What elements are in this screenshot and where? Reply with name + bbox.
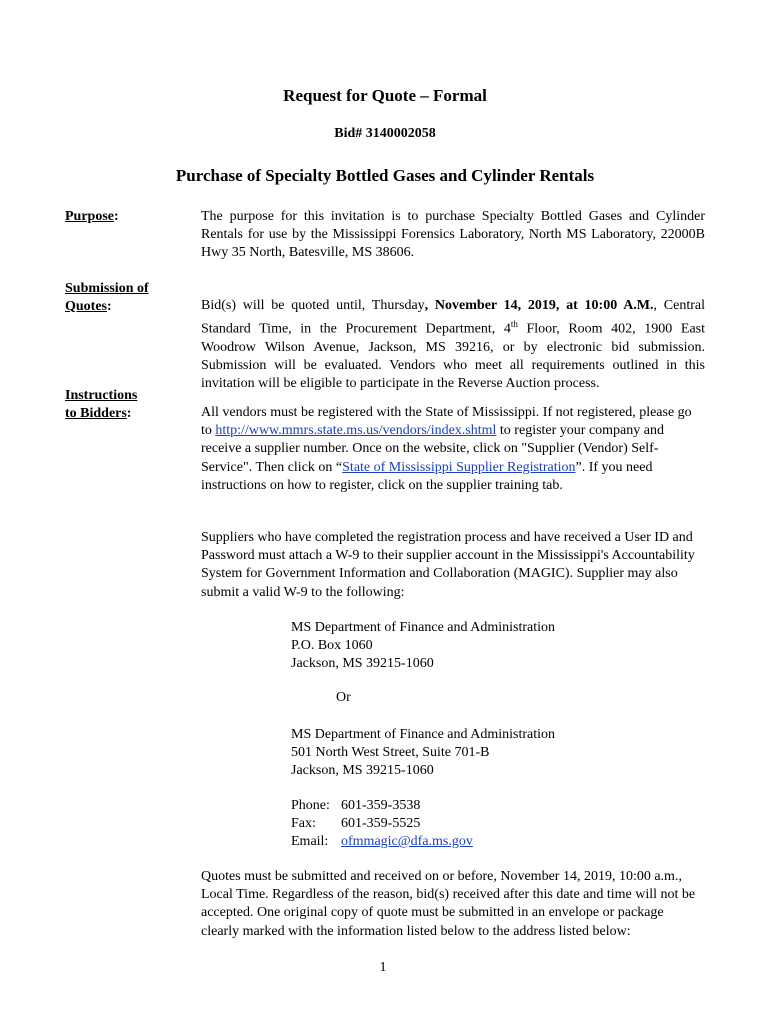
fax-number: 601-359-5525 [341,816,421,831]
email-label: Email: [291,834,329,849]
registration-paragraph: All vendors must be registered with the State of Mississippi. If not registered, please go to http://www.mmrs.state.ms.us/vendors/index.shtml to register your company and receive a supplier number. Once on the website, click on "Supplier (Vendor) Self-Service". Then click on “State of Mississippi Supplier Registration”. If you need instructions on how to register, click on the supplier training tab. [201,405,692,493]
or-separator: Or [336,690,351,705]
bid-number: Bid# 3140002058 [334,126,436,141]
email-link[interactable]: ofmmagic@dfa.ms.gov [341,834,473,849]
w9-paragraph: Suppliers who have completed the registration process and have received a User ID and Password must attach a W-9 to their supplier account in the Mississippi's Accountability System for Government Information and Collaboration (MAGIC). Supplier may also submit a valid W-9 to the following: [201,530,695,600]
address-block-1: MS Department of Finance and Administration P.O. Box 1060 Jackson, MS 39215-1060 [291,620,556,671]
document-subject: Purchase of Specialty Bottled Gases and Cylinder Rentals [175,166,595,185]
document-title: Request for Quote – Formal [283,86,487,105]
address-block-2: MS Department of Finance and Administration 501 North West Street, Suite 701-B Jackson, MS 39215-1060 [291,727,556,778]
submission-text: Bid(s) will be quoted until, Thursday, November 14, 2019, at 10:00 A.M., Central Standard Time, in the Procurement Department, 4th Floor, Room 402, 1900 East Woodrow Wilson Avenue, Jackson, MS 39216, or by electronic bid submission. Submission will be evaluated. Vendors who meet all requirements outlined in this invitation will be eligible to participate in the Reverse Auction process. [201,298,705,392]
supplier-registration-link[interactable]: State of Mississippi Supplier Registration [342,459,576,475]
purpose-label: Purpose: [65,209,119,224]
phone-label: Phone: [291,798,330,813]
contact-block [291,797,473,851]
phone-number: 601-359-3538 [341,798,421,813]
instructions-label: Instructions to Bidders: [65,388,138,421]
page-number: 1 [379,960,387,975]
submission-label: Submission of Quotes: [65,281,149,314]
fax-label: Fax: [291,816,316,831]
deadline-paragraph: Quotes must be submitted and received on or before, November 14, 2019, 10:00 a.m., Local Time. Regardless of the reason, bid(s) received after this date and time will not be accepted. One original copy of quote must be submitted in an envelope or package clearly marked with the information listed below to the address listed below: [201,869,696,939]
purpose-text: The purpose for this invitation is to purchase Specialty Bottled Gases and Cylinder Rentals for use by the Mississippi Forensics Laboratory, North MS Laboratory, 22000B Hwy 35 North, Batesville, MS 38606. [201,209,705,261]
vendor-registration-link[interactable]: http://www.mmrs.state.ms.us/vendors/index.shtml [215,423,497,439]
